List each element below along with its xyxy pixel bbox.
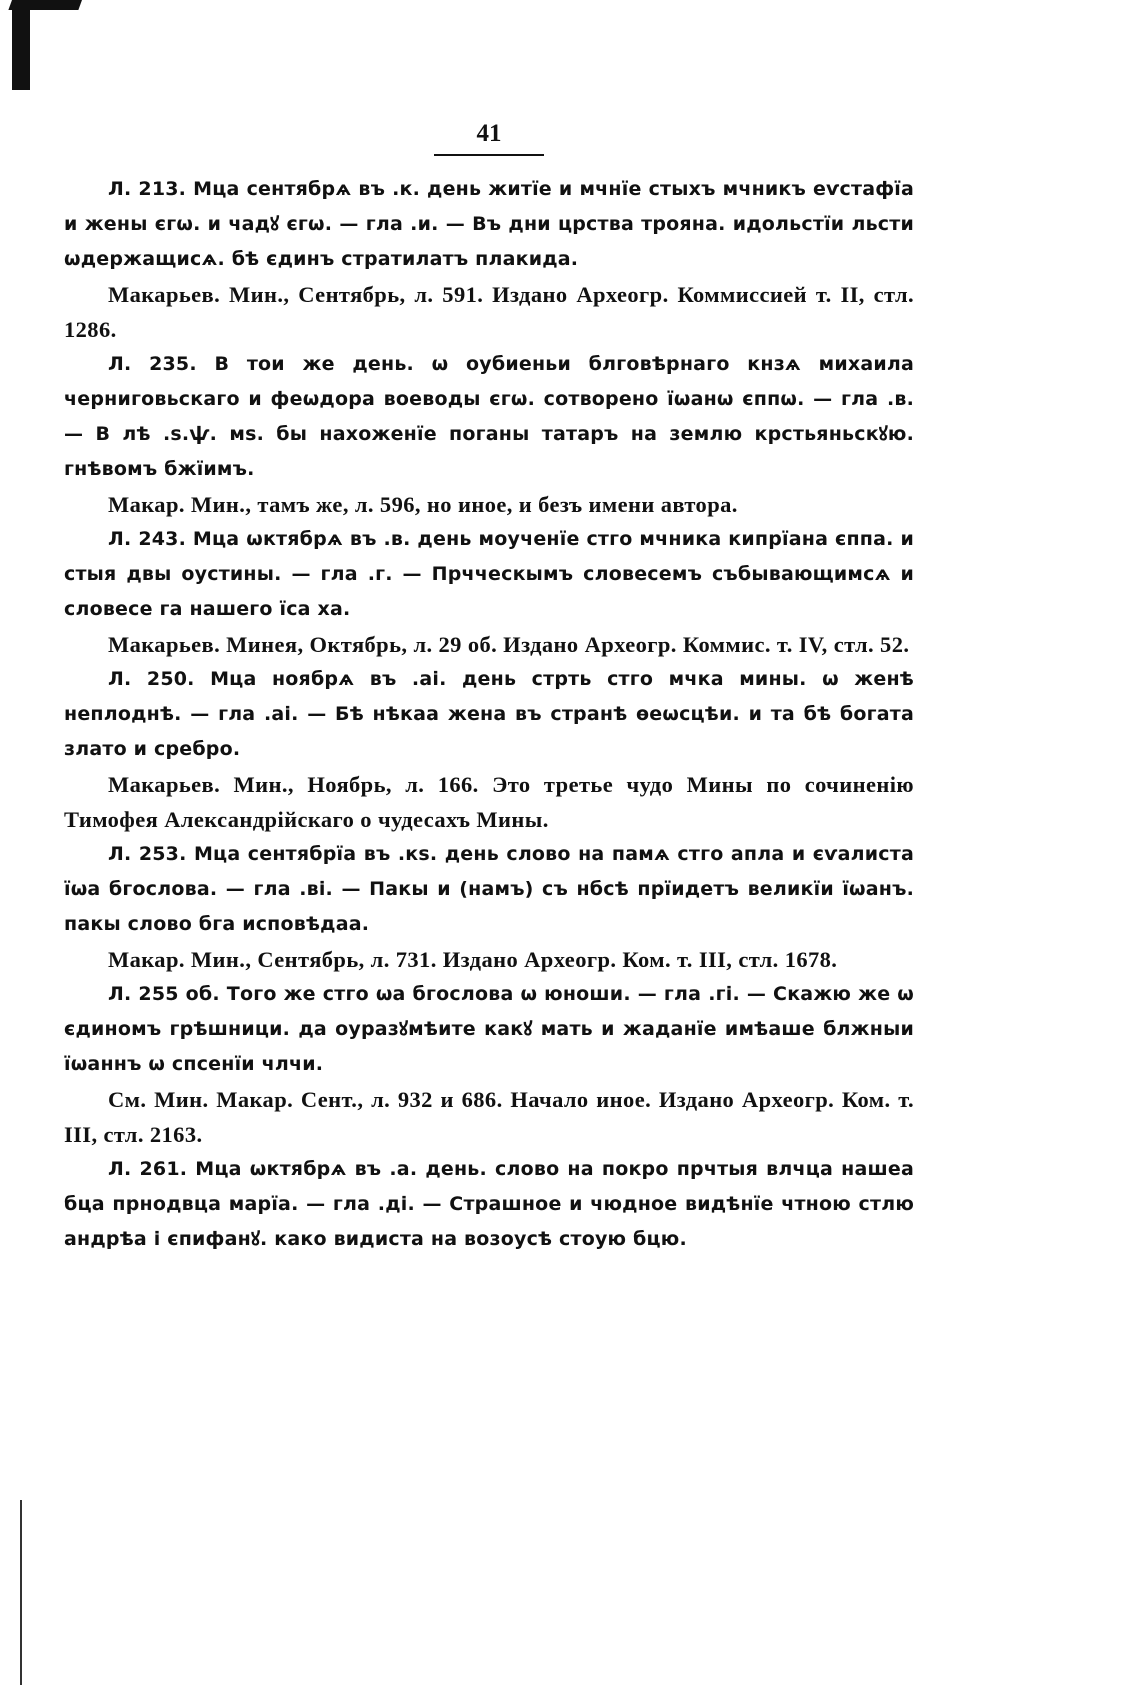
- entry-reference: Макарьев. Мин., Ноябрь, л. 166. Это третье чудо Мины по сочиненію Тимофея Александрійскаго о чудесахъ Мины.: [64, 772, 914, 832]
- entry-text: Л. 213. Мца сентябрѧ въ .к. день житїе и мчнїе стыхъ мчникъ еѵстафїа и жены єгѡ. и чадꙋ єгѡ. — гла .и. — Въ дни црства трояна. идольстїи льсти ѡдержащисѧ. бѣ єдинъ стратилатъ плакида.: [64, 178, 914, 270]
- entry-text: Л. 250. Мца ноябрѧ въ .аі. день стрть стго мчка мины. ѡ женѣ неплоднѣ. — гла .аі. — Бѣ нѣкаа жена въ странѣ ѳеѡсцѣи. и та бѣ богата злато и сребро.: [64, 668, 914, 760]
- entry-6: [64, 977, 914, 1152]
- entry-3: [64, 522, 914, 662]
- scan-edge-mark-top: [8, 0, 82, 10]
- entry-text: Л. 243. Мца ѡктябрѧ въ .в. день моученїе стго мчника кипрїана єппа. и стыя двы оустины. — гла .г. — Прчческымъ словесемъ събывающимсѧ и словесе га нашего їса ха.: [64, 528, 914, 620]
- entry-2: [64, 347, 914, 522]
- scan-edge-line: [20, 1500, 22, 1685]
- document-page: [64, 120, 914, 1257]
- entry-text: Л. 255 об. Того же стго ѡа бгослова ѡ юноши. — гла .гі. — Скажю же ѡ єдиномъ грѣшници. да оуразꙋмѣите какꙋ мать и жаданїе имѣаше блжныи їѡаннъ ѡ спсенїи члчи.: [64, 983, 914, 1075]
- entry-reference: Макарьев. Минея, Октябрь, л. 29 об. Издано Археогр. Коммис. т. IV, стл. 52.: [108, 632, 910, 657]
- entry-5: [64, 837, 914, 977]
- entry-text: Л. 253. Мца сентябрїа въ .кѕ. день слово на памѧ стго апла и єѵалиста їѡа бгослова. — гла .ві. — Пакы и (намъ) съ нбсѣ прїидетъ великїи їѡанъ. пакы слово бга исповѣдаа.: [64, 843, 914, 935]
- entry-text: Л. 235. В тои же день. ѡ оубиеньи блговѣрнаго кнзѧ михаила черниговьскаго и феѡдора воеводы єгѡ. сотворено їѡанѡ єппѡ. — гла .в. — В лѣ .ѕ.ѱ. мѕ. бы нахоженїе поганы татаръ на землю крстьяньскꙋю. гнѣвомъ бжїимъ.: [64, 353, 914, 480]
- entry-text: Л. 261. Мца ѡктябрѧ въ .а. день. слово на покро прчтыя влчца нашеа бца прнодвца марїа. — гла .ді. — Страшное и чюдное видѣнїе чтною стлю андрѣа і єпифанꙋ. како видиста на возоусѣ стоую бцю.: [64, 1158, 914, 1250]
- entry-reference: См. Мин. Макар. Сент., л. 932 и 686. Начало иное. Издано Археогр. Ком. т. III, стл. 2163.: [64, 1087, 914, 1147]
- entry-7: [64, 1152, 914, 1257]
- page-number: 41: [434, 120, 544, 156]
- entry-reference: Макар. Мин., Сентябрь, л. 731. Издано Археогр. Ком. т. III, стл. 1678.: [108, 947, 838, 972]
- entry-4: [64, 662, 914, 837]
- entry-reference: Макар. Мин., тамъ же, л. 596, но иное, и безъ имени автора.: [108, 492, 738, 517]
- entry-reference: Макарьев. Мин., Сентябрь, л. 591. Издано Археогр. Коммиссией т. II, стл. 1286.: [64, 282, 914, 342]
- entry-1: [64, 172, 914, 347]
- scan-edge-mark: [12, 0, 30, 90]
